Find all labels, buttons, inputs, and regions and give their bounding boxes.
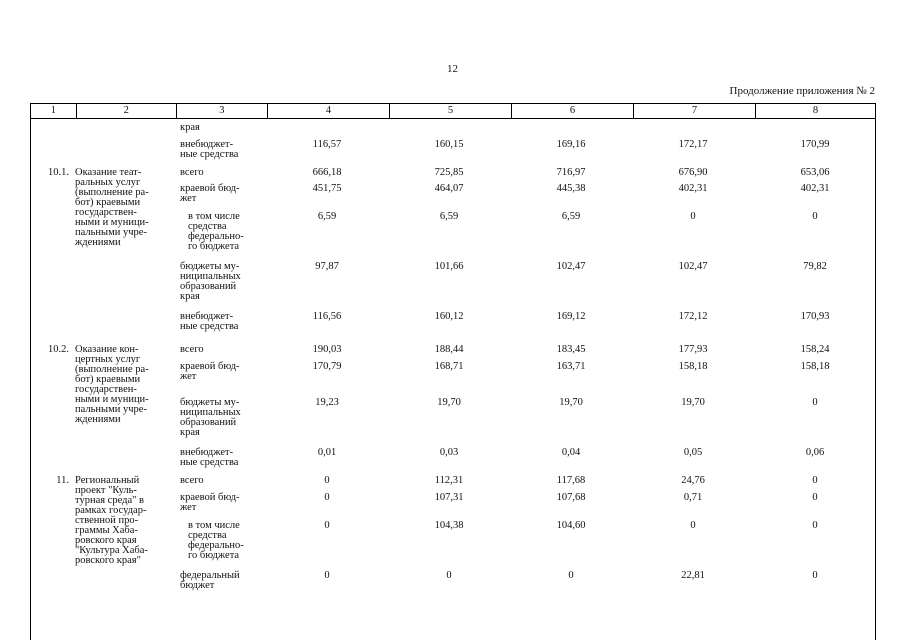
value-cell-8: 653,06 (800, 167, 830, 178)
value-cell-4: 190,03 (312, 344, 342, 355)
value-cell-5: 160,15 (434, 139, 464, 150)
header-col-7: 7 (634, 104, 756, 118)
value-cell-6: 163,71 (556, 361, 586, 372)
header-col-4: 4 (268, 104, 390, 118)
value-cell-8: 402,31 (800, 183, 830, 194)
value-cell-7: 102,47 (678, 261, 708, 272)
value-cell-8: 0 (812, 520, 818, 531)
table-header-row (30, 103, 876, 119)
header-col-3: 3 (177, 104, 268, 118)
value-cell-8: 170,99 (800, 139, 830, 150)
row-number: 11. (56, 475, 69, 486)
funding-source: в том числе средства федерально- го бюджета (188, 211, 244, 252)
header-col-6: 6 (512, 104, 634, 118)
value-cell-5: 0,03 (439, 447, 459, 458)
page-number: 12 (447, 63, 458, 75)
value-cell-8: 170,93 (800, 311, 830, 322)
value-cell-4: 116,57 (312, 139, 342, 150)
value-cell-6: 716,97 (556, 167, 586, 178)
value-cell-7: 177,93 (678, 344, 708, 355)
value-cell-6: 6,59 (561, 211, 581, 222)
continuation-caption: Продолжение приложения № 2 (729, 85, 875, 97)
value-cell-4: 97,87 (315, 261, 339, 272)
value-cell-8: 0 (812, 211, 818, 222)
value-cell-8: 0 (812, 397, 818, 408)
column-divider (30, 119, 31, 640)
value-cell-8: 0 (812, 492, 818, 503)
row-description: Оказание теат- ральных услуг (выполнение ра- бот) краевыми государствен- ными и муници- пальными учре- ждениями (75, 167, 149, 248)
value-cell-7: 24,76 (681, 475, 705, 486)
column-divider (875, 119, 876, 640)
row-description: Оказание кон- цертных услуг (выполнение ра- бот) краевыми государствен- ными и муници- пальными учре- ждениями (75, 344, 149, 425)
value-cell-8: 158,24 (800, 344, 830, 355)
value-cell-7: 0 (690, 520, 696, 531)
value-cell-7: 172,12 (678, 311, 708, 322)
value-cell-5: 19,70 (437, 397, 461, 408)
value-cell-4: 116,56 (312, 311, 342, 322)
header-col-2: 2 (77, 104, 177, 118)
value-cell-7: 22,81 (681, 570, 705, 581)
value-cell-5: 0 (446, 570, 452, 581)
value-cell-4: 0 (324, 570, 330, 581)
value-cell-6: 102,47 (556, 261, 586, 272)
funding-source: бюджеты му- ниципальных образований края (180, 261, 241, 302)
value-cell-4: 0 (324, 475, 330, 486)
value-cell-6: 445,38 (556, 183, 586, 194)
funding-source: краевой бюд- жет (180, 492, 240, 513)
value-cell-6: 183,45 (556, 344, 586, 355)
value-cell-4: 170,79 (312, 361, 342, 372)
value-cell-6: 0,04 (561, 447, 581, 458)
header-col-5: 5 (390, 104, 512, 118)
value-cell-5: 6,59 (439, 211, 459, 222)
value-cell-4: 451,75 (312, 183, 342, 194)
value-cell-6: 104,60 (556, 520, 586, 531)
value-cell-7: 172,17 (678, 139, 708, 150)
value-cell-7: 0,71 (683, 492, 703, 503)
header-col-1: 1 (31, 104, 77, 118)
funding-source: внебюджет- ные средства (180, 447, 239, 468)
funding-source: края (180, 122, 200, 133)
value-cell-4: 6,59 (317, 211, 337, 222)
funding-source: бюджеты му- ниципальных образований края (180, 397, 241, 438)
value-cell-5: 464,07 (434, 183, 464, 194)
funding-source: внебюджет- ные средства (180, 311, 239, 332)
funding-source: краевой бюд- жет (180, 361, 240, 382)
value-cell-7: 19,70 (681, 397, 705, 408)
row-number: 10.2. (48, 344, 69, 355)
value-cell-5: 104,38 (434, 520, 464, 531)
value-cell-5: 725,85 (434, 167, 464, 178)
value-cell-4: 666,18 (312, 167, 342, 178)
value-cell-8: 0 (812, 570, 818, 581)
value-cell-5: 101,66 (434, 261, 464, 272)
value-cell-5: 107,31 (434, 492, 464, 503)
funding-source: федеральный бюджет (180, 570, 240, 591)
value-cell-5: 112,31 (434, 475, 464, 486)
value-cell-6: 169,12 (556, 311, 586, 322)
value-cell-7: 158,18 (678, 361, 708, 372)
funding-source: краевой бюд- жет (180, 183, 240, 204)
value-cell-7: 402,31 (678, 183, 708, 194)
header-col-8: 8 (812, 105, 819, 116)
value-cell-6: 19,70 (559, 397, 583, 408)
value-cell-7: 676,90 (678, 167, 708, 178)
value-cell-6: 169,16 (556, 139, 586, 150)
value-cell-7: 0 (690, 211, 696, 222)
value-cell-6: 117,68 (556, 475, 586, 486)
value-cell-5: 168,71 (434, 361, 464, 372)
value-cell-7: 0,05 (683, 447, 703, 458)
funding-source: всего (180, 344, 204, 355)
value-cell-6: 107,68 (556, 492, 586, 503)
funding-source: всего (180, 167, 204, 178)
value-cell-8: 0 (812, 475, 818, 486)
value-cell-4: 0 (324, 520, 330, 531)
value-cell-8: 158,18 (800, 361, 830, 372)
row-number: 10.1. (48, 167, 69, 178)
row-description: Региональный проект "Куль- турная среда" в рамках государ- ственной про- граммы Хаба- ровского края "Культура Хаба- ровского края" (75, 475, 148, 566)
value-cell-5: 188,44 (434, 344, 464, 355)
funding-source: внебюджет- ные средства (180, 139, 239, 160)
value-cell-4: 19,23 (315, 397, 339, 408)
funding-source: в том числе средства федерально- го бюджета (188, 520, 244, 561)
value-cell-4: 0 (324, 492, 330, 503)
funding-source: всего (180, 475, 204, 486)
value-cell-8: 79,82 (803, 261, 827, 272)
value-cell-4: 0,01 (317, 447, 337, 458)
value-cell-6: 0 (568, 570, 574, 581)
value-cell-5: 160,12 (434, 311, 464, 322)
value-cell-8: 0,06 (805, 447, 825, 458)
